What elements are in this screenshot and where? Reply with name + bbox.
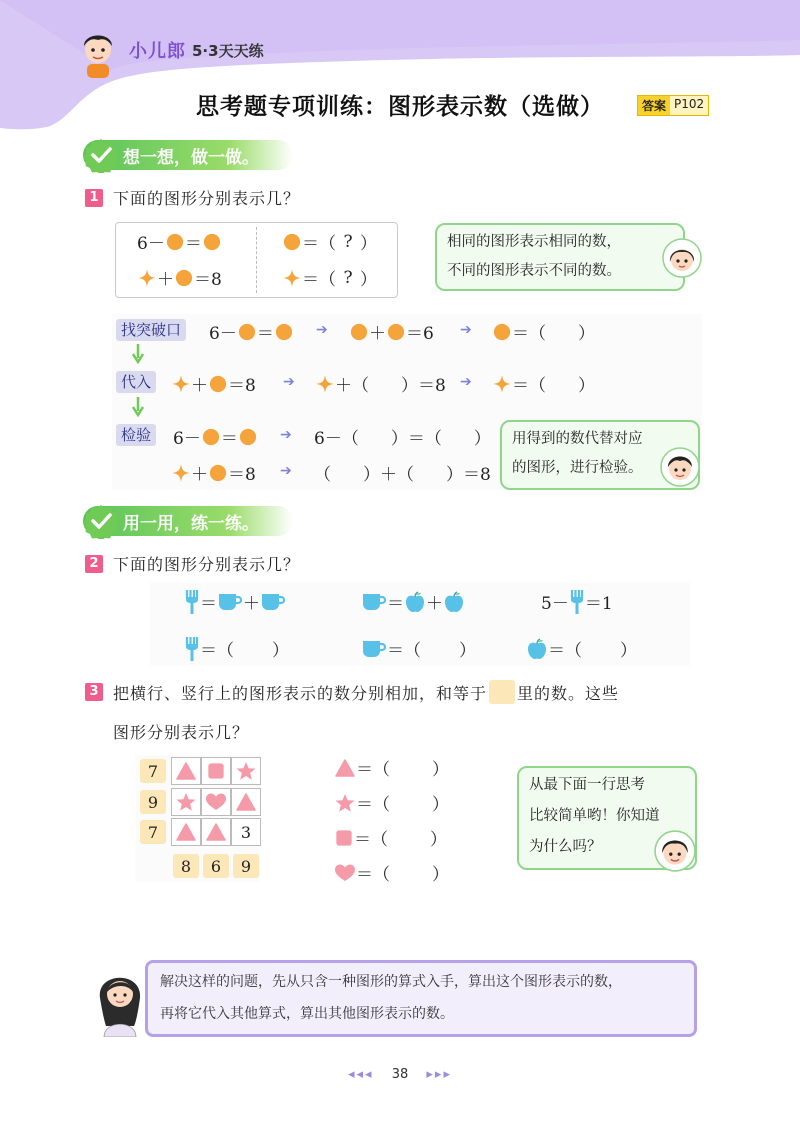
equation-box: [115, 222, 398, 298]
circle-icon: [350, 323, 368, 341]
step3-eq-a: 6－ ＝: [172, 424, 257, 449]
fork-icon: [570, 590, 584, 614]
step2-eq-b: ＋（ ）＝8: [316, 371, 447, 396]
circle-icon: [175, 269, 193, 287]
brand: [85, 30, 315, 70]
divider: [256, 227, 257, 293]
question-text-line2: 图形分别表示几？: [113, 723, 250, 742]
step2-eq-a: ＋ ＝8: [172, 371, 257, 396]
q2-eq-2: ＝ ＋: [362, 589, 464, 614]
circle-icon: [493, 323, 511, 341]
star4-icon: [172, 464, 190, 482]
q3-answer-triangle: ＝（ ）: [335, 755, 450, 780]
row-sum: 7: [140, 820, 166, 844]
circle-icon: [166, 233, 184, 251]
box-eq-2: ＝（ ? ）: [283, 229, 378, 254]
grid-cell: [171, 757, 201, 785]
brand-logo: 小儿郎: [129, 41, 186, 62]
question-number: 1: [85, 189, 103, 207]
cup-icon: [261, 592, 285, 612]
section-think-title: 想一想，做一做。: [83, 140, 293, 170]
right-arrows-icon: ▸▸▸: [426, 1067, 452, 1082]
page-footer: [0, 1067, 800, 1082]
step1-eq-b: ＋ ＝6: [350, 319, 435, 344]
col-sum: 8: [173, 854, 199, 878]
right-arrow-icon: ➔: [316, 322, 328, 338]
check-badge-icon: [83, 503, 119, 539]
circle-icon: [238, 323, 256, 341]
grid-cell: [231, 788, 261, 816]
triangle-icon: [335, 759, 355, 777]
answer-badge[interactable]: [637, 95, 709, 116]
step4-eq-a: ＋ ＝8: [172, 460, 257, 485]
girl-avatar-icon: [662, 238, 702, 278]
right-arrow-icon: ➔: [280, 427, 292, 443]
row-sum: 7: [140, 759, 166, 783]
q2-eq-1: ＝ ＋: [185, 589, 285, 614]
triangle-icon: [236, 793, 256, 811]
page-title: 思考题专项训练：图形表示数（选做）: [196, 94, 604, 120]
step1-eq-c: ＝（ ）: [493, 319, 596, 344]
grid-cell: [171, 818, 201, 846]
hint-bubble-2: 用得到的数代替对应 的图形，进行检验。: [500, 420, 700, 490]
question-text: 下面的图形分别表示几？: [113, 555, 301, 574]
q2-answer-fork: ＝（ ）: [185, 636, 290, 661]
col-sum: 9: [233, 854, 259, 878]
step-tag-breakthrough: 找突破口: [116, 319, 186, 341]
step3-eq-b: 6－（ ）＝（ ）: [314, 429, 491, 449]
step-tag-substitute: 代入: [116, 371, 156, 393]
tip-box: [145, 960, 697, 1037]
apple-icon: [527, 638, 547, 660]
star-icon: [335, 793, 355, 813]
q3-answer-square: ＝（ ）: [335, 825, 448, 850]
sum-box-sample: [489, 680, 515, 704]
fork-icon: [185, 637, 199, 661]
answer-page: P102: [670, 96, 708, 115]
apple-icon: [444, 591, 464, 613]
fork-icon: [185, 590, 199, 614]
step-tag-check: 检验: [116, 424, 156, 446]
teacher-avatar-icon: [92, 962, 150, 1037]
hint-bubble-3: 从最下面一行思考 比较简单哟！你知道 为什么吗？: [517, 766, 697, 870]
circle-icon: [203, 233, 221, 251]
step4-eq-b: （ ）＋（ ）＝8: [314, 465, 491, 485]
cup-icon: [362, 592, 386, 612]
question-number: 2: [85, 555, 103, 573]
q3-answer-heart: ＝（ ）: [335, 860, 450, 885]
question-text: 把横行、竖行上的图形表示的数分别相加，和等于 里的数。这些: [113, 680, 619, 704]
star4-icon: [138, 269, 156, 287]
tip-line: 解决这样的问题，先从只含一种图形的算式入手，算出这个图形表示的数，: [160, 974, 622, 990]
circle-icon: [209, 375, 227, 393]
row-sum: 9: [140, 790, 166, 814]
q2-answer-apple: ＝（ ）: [527, 636, 638, 661]
heart-icon: [206, 793, 226, 811]
star4-icon: [283, 269, 301, 287]
page-number: 38: [391, 1067, 409, 1082]
star-icon: [236, 761, 256, 781]
heart-icon: [335, 864, 355, 882]
question-2: [85, 552, 300, 575]
q2-answer-cup: ＝（ ）: [362, 636, 477, 661]
question-1: [85, 186, 300, 209]
grid-cell: [201, 788, 231, 816]
section-practice: [83, 506, 293, 536]
down-arrow-icon: [132, 344, 144, 364]
answer-label: 答案: [638, 96, 670, 115]
q3-answer-star: ＝（ ）: [335, 790, 450, 815]
girl-avatar-icon: [654, 830, 696, 872]
star-icon: [176, 792, 196, 812]
grid-cell-number: 3: [231, 818, 261, 846]
hint-bubble-1: 相同的图形表示相同的数， 不同的图形表示不同的数。: [435, 223, 685, 291]
grid-cell: [171, 788, 201, 816]
step1-eq-a: 6－ ＝: [208, 319, 293, 344]
box-eq-3: ＋ ＝8: [138, 265, 223, 290]
apple-icon: [405, 591, 425, 613]
grid-cell: [201, 757, 231, 785]
brand-series: 5·3天天练: [192, 41, 264, 60]
question-3: [85, 680, 619, 704]
circle-icon: [209, 464, 227, 482]
question-number: 3: [85, 683, 103, 701]
square-icon: [207, 762, 225, 780]
col-sum: 6: [203, 854, 229, 878]
triangle-icon: [176, 823, 196, 841]
square-icon: [335, 829, 353, 847]
cup-icon: [362, 639, 386, 659]
q2-eq-3: 5－ ＝1: [540, 589, 614, 614]
section-think: [83, 140, 293, 170]
circle-icon: [239, 428, 257, 446]
check-badge-icon: [83, 137, 119, 173]
cup-icon: [218, 592, 242, 612]
circle-icon: [283, 233, 301, 251]
triangle-icon: [176, 762, 196, 780]
right-arrow-icon: ➔: [280, 463, 292, 479]
star4-icon: [493, 375, 511, 393]
left-arrows-icon: ◂◂◂: [348, 1067, 374, 1082]
grid-cell: [231, 757, 261, 785]
star4-icon: [172, 375, 190, 393]
circle-icon: [387, 323, 405, 341]
tip-line: 再将它代入其他算式，算出其他图形表示的数。: [160, 1006, 454, 1022]
star4-icon: [316, 375, 334, 393]
box-eq-4: ＝（ ? ）: [283, 265, 378, 290]
grid-cell: [201, 818, 231, 846]
circle-icon: [202, 428, 220, 446]
step2-eq-c: ＝（ ）: [493, 371, 596, 396]
right-arrow-icon: ➔: [283, 374, 295, 390]
triangle-icon: [206, 823, 226, 841]
right-arrow-icon: ➔: [460, 374, 472, 390]
boy-avatar-icon: [660, 447, 700, 487]
circle-icon: [275, 323, 293, 341]
right-arrow-icon: ➔: [460, 322, 472, 338]
down-arrow-icon: [132, 397, 144, 417]
question-text: 下面的图形分别表示几？: [113, 189, 301, 208]
box-eq-1: 6－ ＝: [136, 229, 221, 254]
section-practice-title: 用一用，练一练。: [83, 506, 293, 536]
